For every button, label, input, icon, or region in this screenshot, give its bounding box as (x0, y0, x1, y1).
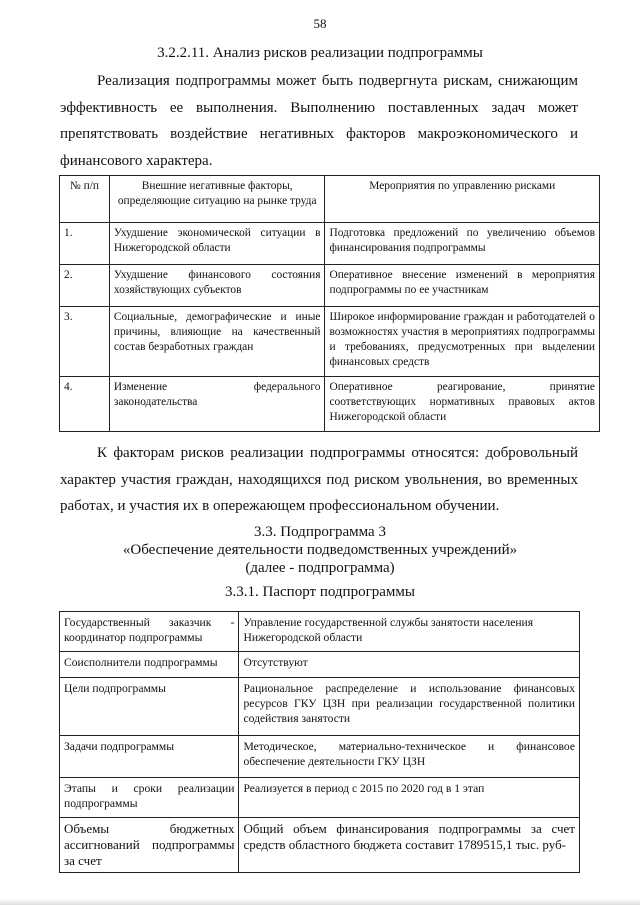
table-row (60, 265, 600, 307)
risk-num: 2. (60, 265, 110, 307)
table-row (60, 736, 580, 778)
intro-paragraph: Реализация подпрограммы может быть подвергнута рискам, снижающим эффективность ее выполнения. Выполнению поставленных задач может препятствовать воздействие негативных факторов макроэкономического и финансового характера. (60, 73, 578, 169)
passport-value: Методическое, материально-техническое и финансовое обеспечение деятельности ГКУ ЦЗН (239, 736, 580, 778)
table-row (60, 612, 580, 652)
section-heading: 3.2.2.11. Анализ рисков реализации подпрограммы (157, 45, 483, 61)
risk-measure: Оперативное внесение изменений в мероприятия подпрограммы по ее участникам (325, 265, 600, 307)
passport-value: Управление государственной службы занятости населения Нижегородской области (239, 612, 580, 652)
subprogram-name: «Обеспечение деятельности подведомственных учреждений» (122, 542, 518, 558)
passport-label: Соисполнители подпрограммы (60, 652, 239, 678)
risk-measure: Подготовка предложений по увеличению объемов финансирования подпрограммы (325, 223, 600, 265)
subprogram-note: (далее - подпрограмма) (245, 560, 395, 576)
risk-header-measure: Мероприятия по управлению рисками (325, 176, 600, 223)
table-row (60, 778, 580, 818)
risk-measure: Оперативное реагирование, принятие соответствующих нормативных правовых актов Нижегородской области (325, 377, 600, 432)
passport-value: Рациональное распределение и использование финансовых ресурсов ГКУ ЦЗН при реализации государственной политики содействия занятости (239, 678, 580, 736)
risk-num: 4. (60, 377, 110, 432)
risk-factor: Ухудшение финансового состояния хозяйствующих субъектов (109, 265, 325, 307)
table-row (60, 678, 580, 736)
risk-factor: Ухудшение экономической ситуации в Нижегородской области (109, 223, 325, 265)
risk-num: 3. (60, 307, 110, 377)
table-row (60, 377, 600, 432)
table-row (60, 307, 600, 377)
passport-value: Реализуется в период с 2015 по 2020 год в 1 этап (239, 778, 580, 818)
risk-num: 1. (60, 223, 110, 265)
passport-label: Цели подпрограммы (60, 678, 239, 736)
risk-header-factor: Внешние негативные факторы, определяющие ситуацию на рынке труда (109, 176, 325, 223)
risk-factors-paragraph: К факторам рисков реализации подпрограммы относятся: добровольный характер участия граждан, находящихся под риском увольнения, во временных работах, и участия их в опережающем профессиональном обучении. (60, 445, 578, 514)
passport-label: Этапы и сроки реализации подпрограммы (60, 778, 239, 818)
page-number: 58 (313, 16, 327, 31)
passport-label: Задачи подпрограммы (60, 736, 239, 778)
risk-header-num: № п/п (60, 176, 110, 223)
risk-factor: Изменение федерального законодательства (109, 377, 325, 432)
passport-table (59, 611, 580, 873)
table-row (60, 818, 580, 873)
passport-label: Объемы бюджетных ассигнований подпрограммы за счет (60, 818, 239, 873)
risk-factor: Социальные, демографические и иные причины, влияющие на качественный состав безработных граждан (109, 307, 325, 377)
risk-table (59, 175, 600, 432)
risk-measure: Широкое информирование граждан и работодателей о возможностях участия в мероприятиях подпрограммы и требованиях, предусмотренных при выделении финансовых средств (325, 307, 600, 377)
passport-value: Отсутствуют (239, 652, 580, 678)
passport-heading: 3.3.1. Паспорт подпрограммы (225, 584, 415, 600)
risk-table-header (60, 176, 600, 223)
table-row (60, 223, 600, 265)
subprogram-title: 3.3. Подпрограмма 3 (254, 524, 386, 540)
scan-edge (0, 899, 640, 905)
passport-label: Государственный заказчик - координатор подпрограммы (60, 612, 239, 652)
passport-value: Общий объем финансирования подпрограммы за счет средств областного бюджета составит 1789515,1 тыс. руб- (239, 818, 580, 873)
table-row (60, 652, 580, 678)
